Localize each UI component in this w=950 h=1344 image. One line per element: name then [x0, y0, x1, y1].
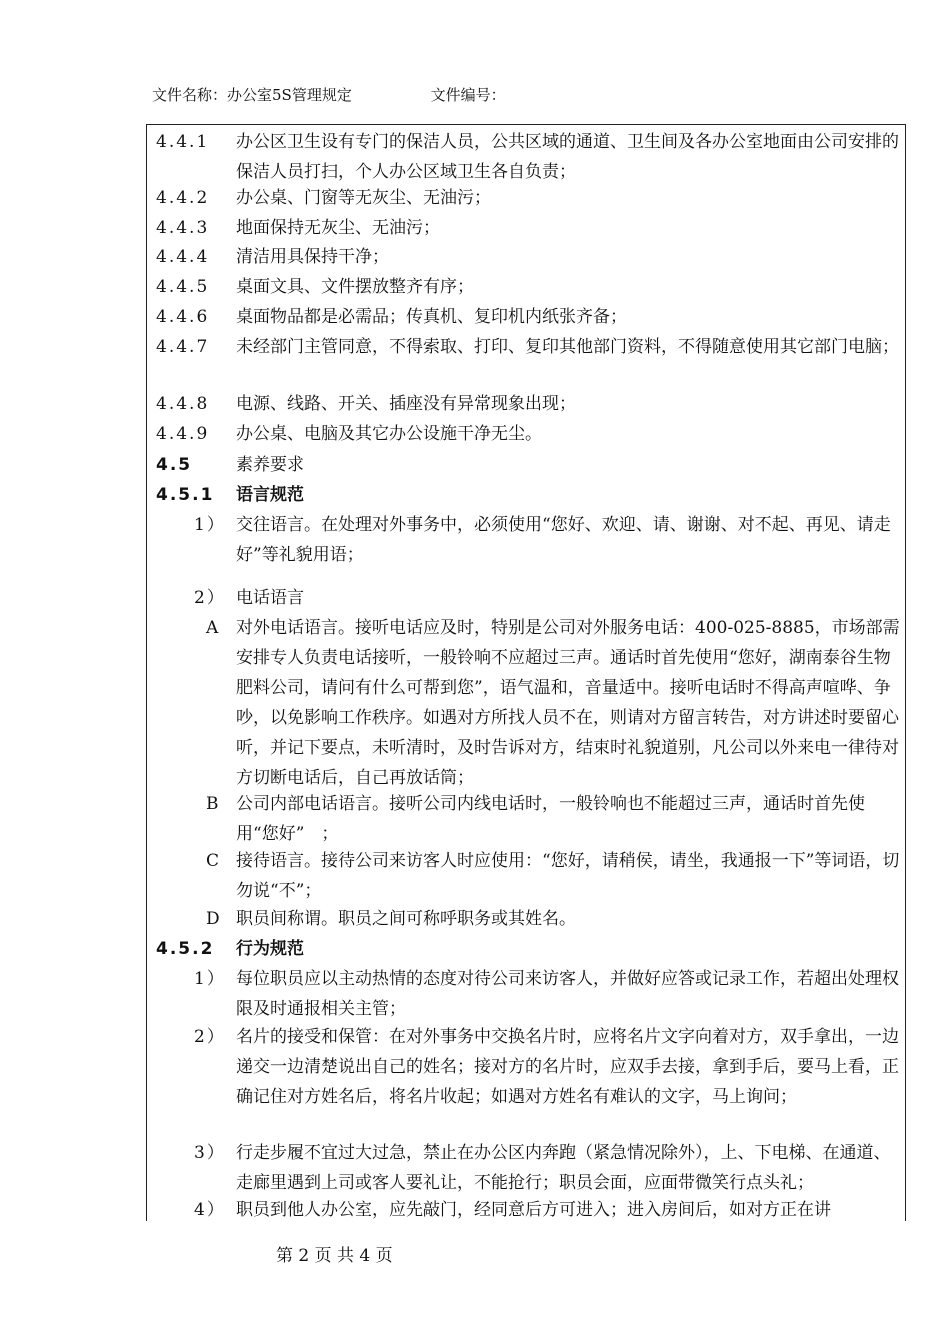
subsection-number: 4.5.2 — [156, 939, 215, 959]
page-number: 第 2 页 共 4 页 — [276, 1246, 393, 1266]
item-text: 每位职员应以主动热情的态度对待公司来访客人，并做好应答或记录工作，若超出处理权限及时通报相关主管； — [236, 969, 899, 1019]
item-text: 电源、线路、开关、插座没有异常现象出现； — [236, 394, 576, 414]
subsection-number: 4.5.1 — [156, 485, 215, 505]
item-text: 职员间称谓。职员之间可称呼职务或其姓名。 — [236, 909, 576, 929]
item-text: 桌面物品都是必需品；传真机、复印机内纸张齐备； — [236, 307, 627, 327]
item-number: 4.4.3 — [156, 218, 210, 238]
item-text: 未经部门主管同意，不得索取、打印、复印其他部门资料，不得随意使用其它部门电脑； — [236, 337, 899, 357]
file-number-label: 文件编号： — [430, 86, 506, 104]
item-number: 4.4.7 — [156, 337, 210, 357]
item-text: 办公桌、电脑及其它办公设施干净无尘。 — [236, 424, 542, 444]
item-number: 4.4.5 — [156, 277, 210, 297]
item-number: 3） — [194, 1143, 226, 1163]
item-text: 桌面文具、文件摆放整齐有序； — [236, 277, 474, 297]
item-number: 1） — [194, 515, 226, 535]
item-text: 行走步履不宜过大过急，禁止在办公区内奔跑（紧急情况除外），上、下电梯、在通道、走廊里遇到上司或客人要礼让，不能抢行；职员会面，应面带微笑行点头礼； — [236, 1143, 891, 1193]
item-number: 2） — [194, 588, 226, 608]
file-name-label: 文件名称：办公室5S管理规定 — [152, 86, 352, 104]
item-text: 交往语言。在处理对外事务中，必须使用“您好、欢迎、请、谢谢、对不起、再见、请走好”等礼貌用语； — [236, 515, 891, 565]
section-number: 4.5 — [156, 455, 193, 475]
content-frame — [146, 124, 906, 1221]
item-text: 清洁用具保持干净； — [236, 247, 389, 267]
item-text: 办公桌、门窗等无灰尘、无油污； — [236, 188, 491, 208]
section-title: 素养要求 — [236, 455, 304, 475]
item-letter: A — [206, 618, 221, 638]
item-letter: B — [206, 794, 221, 814]
item-number: 4.4.6 — [156, 307, 210, 327]
item-number: 4） — [194, 1200, 226, 1220]
item-number: 4.4.2 — [156, 188, 210, 208]
item-number: 4.4.9 — [156, 424, 210, 444]
item-text: 公司内部电话语言。接听公司内线电话时，一般铃响也不能超过三声，通话时首先使用“您好” ； — [236, 794, 865, 844]
item-text: 对外电话语言。接听电话应及时，特别是公司对外服务电话：400-025-8885，市场部需安排专人负责电话接听，一般铃响不应超过三声。通话时首先使用“您好，湖南泰谷生物肥料公司，请问有什么可帮到您”，语气温和，音量适中。接听电话时不得高声喧哗、争吵，以免影响工作秩序。如遇对方所找人员不在，则请对方留言转告，对方讲述时要留心听，并记下要点，未听清时，及时告诉对方，结束时礼貌道别，凡公司以外来电一律待对方切断电话后，自己再放话筒； — [236, 618, 900, 788]
item-number: 2） — [194, 1027, 226, 1047]
item-number: 4.4.8 — [156, 394, 210, 414]
item-letter: C — [206, 851, 222, 871]
item-number: 4.4.1 — [156, 132, 210, 152]
subsection-title: 语言规范 — [236, 485, 304, 505]
item-number: 1） — [194, 969, 226, 989]
item-letter: D — [206, 909, 222, 929]
subsection-title: 行为规范 — [236, 939, 304, 959]
item-text: 办公区卫生设有专门的保洁人员，公共区域的通道、卫生间及各办公室地面由公司安排的保洁人员打扫，个人办公区域卫生各自负责； — [236, 132, 899, 182]
document-header — [152, 84, 506, 105]
item-text: 电话语言 — [236, 588, 304, 608]
item-text: 职员到他人办公室，应先敲门，经同意后方可进入；进入房间后，如对方正在讲 — [236, 1200, 831, 1220]
item-number: 4.4.4 — [156, 247, 210, 267]
item-text: 地面保持无灰尘、无油污； — [236, 218, 440, 238]
item-text: 接待语言。接待公司来访客人时应使用：“您好，请稍侯，请坐，我通报一下”等词语，切勿说“不”； — [236, 851, 900, 901]
item-text: 名片的接受和保管：在对外事务中交换名片时，应将名片文字向着对方，双手拿出，一边递交一边清楚说出自己的姓名；接对方的名片时，应双手去接，拿到手后，要马上看，正确记住对方姓名后，将名片收起；如遇对方姓名有难认的文字，马上询问； — [236, 1027, 899, 1107]
